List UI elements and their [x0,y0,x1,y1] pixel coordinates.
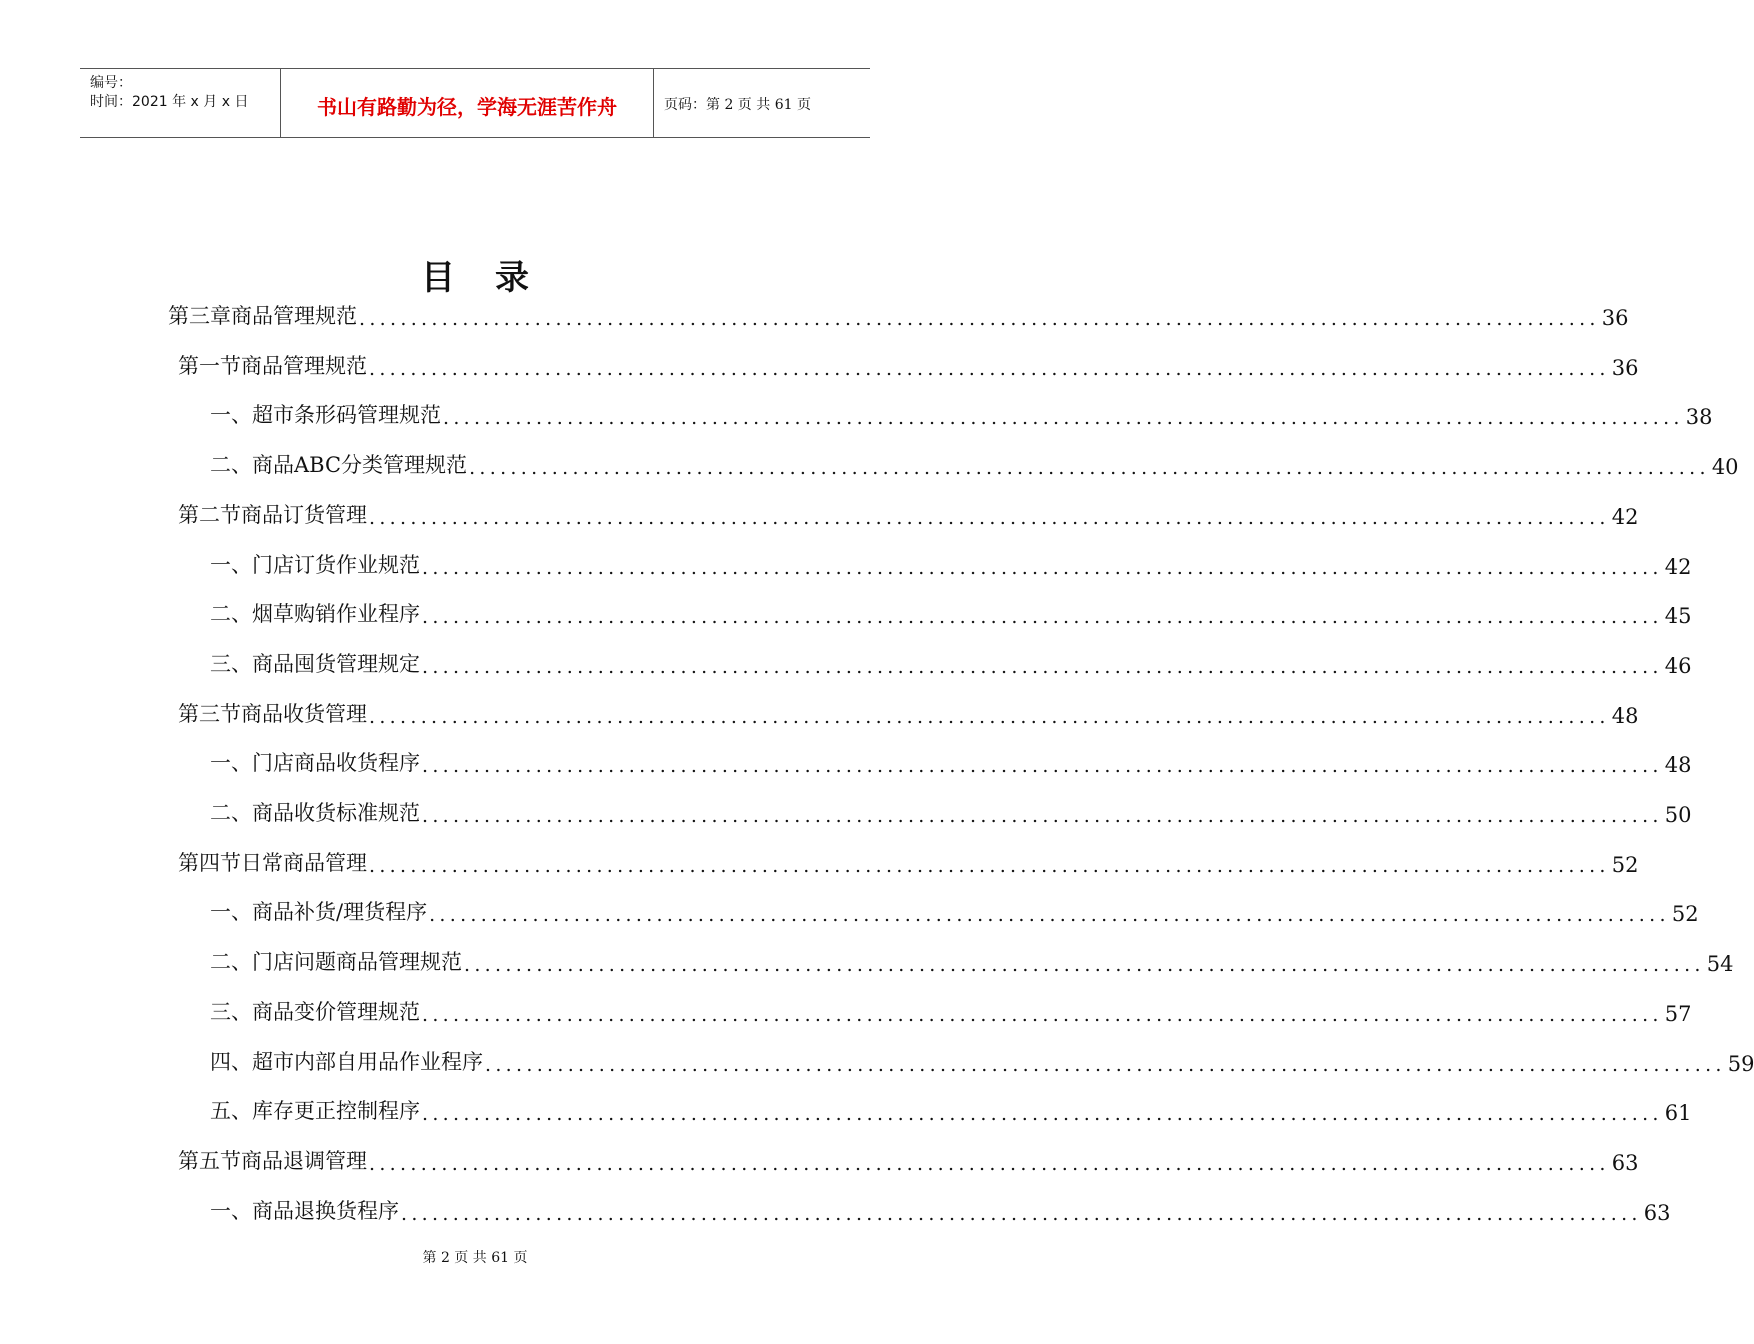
toc-entry[interactable] [178,698,1639,728]
toc-entry-title: 商品收货标准规范 [252,801,420,825]
toc-leader-dots: ........................................................................................................................ [422,805,1663,827]
toc-entry[interactable] [210,1195,1671,1225]
toc-entry[interactable] [178,847,1639,877]
toc-entry-page: 57 [1664,1001,1692,1026]
toc-leader-dots: ........................................................................................................................ [369,705,1610,728]
toc-entry-title: 门店商品收货程序 [252,751,420,776]
toc-entry-number: 第一节 [178,353,241,378]
toc-entry-title: 超市条形码管理规范 [252,403,441,428]
toc-entry-number: 一、 [210,751,252,776]
page-header [80,68,870,138]
toc-entry-number: 第四节 [178,850,241,875]
toc-leader-dots: ........................................................................................................................ [464,954,1705,977]
toc-entry-page: 54 [1706,952,1734,977]
header-right-cell [654,69,870,137]
toc-entry-page: 63 [1611,1150,1639,1175]
toc-entry-number: 二、 [210,453,252,478]
toc-entry-number: 一、 [210,552,252,577]
toc-entry-number: 二、 [210,602,252,627]
toc-leader-dots: ........................................................................................................................ [422,655,1663,678]
toc-entry-title: 超市内部自用品作业程序 [252,1049,483,1074]
toc-leader-dots: ........................................................................................................................ [422,755,1663,778]
toc-leader-dots: ........................................................................................................................ [443,407,1684,430]
toc-entry[interactable] [210,1046,1754,1076]
toc-entry-page: 36 [1601,306,1629,330]
toc-entry-page: 61 [1664,1101,1692,1126]
toc-entry-title: 商品变价管理规范 [252,999,420,1024]
toc-entry-page: 42 [1664,554,1692,579]
toc-leader-dots: ........................................................................................................................ [359,308,1600,330]
toc-leader-dots: ........................................................................................................................ [469,457,1710,480]
toc-entry-number: 第二节 [178,502,241,527]
toc-entry-number: 第五节 [178,1148,241,1173]
toc-entry-number: 三、 [210,651,252,676]
toc-entry-page: 63 [1643,1200,1671,1225]
toc-entry-title: 商品管理规范 [231,304,357,328]
toc-entry-title: 商品囤货管理规定 [252,651,420,676]
toc-leader-dots: ........................................................................................................................ [422,606,1663,629]
toc-entry-page: 48 [1611,703,1639,728]
toc-entry-title: 日常商品管理 [241,850,367,875]
toc-entry-number: 四、 [210,1049,252,1074]
toc-entry-page: 59 [1727,1051,1754,1076]
toc-title: 目录 [421,258,569,298]
toc-entry[interactable] [210,996,1692,1026]
toc-entry-page: 45 [1664,604,1692,629]
toc-entry-title: 商品退调管理 [241,1148,367,1173]
toc-entry-page: 36 [1611,355,1639,380]
toc-entry-page: 38 [1685,405,1713,430]
toc-leader-dots: ........................................................................................................................ [485,1053,1726,1076]
toc-entry-page: 40 [1711,455,1739,480]
toc-entry-title: 商品ABC分类管理规范 [252,453,468,478]
toc-entry-number: 二、 [210,801,252,825]
toc-entry-title: 商品管理规范 [241,353,367,378]
toc-entry-number: 第三节 [178,701,241,726]
toc-entry-title: 商品订货管理 [241,502,367,527]
toc-entry[interactable] [210,946,1734,977]
toc-entry-title: 商品收货管理 [241,701,367,726]
page-footer: 第 2 页 共 61 页 [422,1250,528,1266]
toc-entry-title: 库存更正控制程序 [252,1099,420,1124]
toc-entry-page: 52 [1611,852,1639,877]
toc-leader-dots: ........................................................................................................................ [369,357,1610,380]
toc-leader-dots: ........................................................................................................................ [369,1152,1610,1175]
toc-entry-title: 门店问题商品管理规范 [252,950,462,975]
toc-entry-page: 48 [1664,753,1692,778]
toc-entry-title: 商品退换货程序 [252,1198,399,1223]
toc-entry-number: 第三章 [168,304,231,328]
toc-entry-number: 三、 [210,999,252,1024]
toc-entry[interactable] [210,449,1739,480]
toc-entry[interactable] [210,549,1692,579]
toc-entry[interactable] [178,350,1639,380]
toc-entry[interactable] [210,648,1692,678]
toc-entry-number: 一、 [210,403,252,428]
toc-leader-dots: ........................................................................................................................ [422,1103,1663,1126]
toc-entry-page: 50 [1664,803,1692,827]
toc-entry-title: 烟草购销作业程序 [252,602,420,627]
toc-entry-title: 门店订货作业规范 [252,552,420,577]
toc-leader-dots: ........................................................................................................................ [369,506,1610,529]
toc-entry-page: 46 [1664,653,1692,678]
header-middle-cell [281,69,654,137]
toc-entry[interactable] [210,598,1692,629]
toc-entry-number: 二、 [210,950,252,975]
date-label: 时间：2021 年 x 月 x 日 [90,94,249,110]
toc-entry[interactable] [210,399,1713,430]
toc-entry-number: 五、 [210,1099,252,1124]
toc-entry-number: 一、 [210,1198,252,1223]
toc-entry-number: 一、 [210,900,252,925]
toc-entry[interactable] [178,499,1639,529]
toc-leader-dots: ........................................................................................................................ [422,1003,1663,1026]
toc-entry[interactable] [210,896,1699,927]
toc-entry[interactable] [178,1145,1639,1175]
header-left-cell [80,69,281,137]
serial-label: 编号： [90,75,132,91]
header-page-code: 页码：第 2 页 共 61 页 [664,97,811,113]
header-motto: 书山有路勤为径，学海无涯苦作舟 [317,95,617,119]
toc-entry-page: 42 [1611,504,1639,529]
toc-entry[interactable] [210,747,1692,778]
toc-entry[interactable] [210,1095,1692,1126]
toc-entry-title: 商品补货/理货程序 [252,900,428,925]
toc-leader-dots: ........................................................................................................................ [401,1202,1642,1225]
toc-leader-dots: ........................................................................................................................ [422,556,1663,579]
toc-entry[interactable] [168,300,1629,330]
toc-entry[interactable] [210,797,1692,827]
toc-leader-dots: ........................................................................................................................ [429,904,1670,927]
toc-leader-dots: ........................................................................................................................ [369,854,1610,877]
toc-entry-page: 52 [1671,902,1699,927]
